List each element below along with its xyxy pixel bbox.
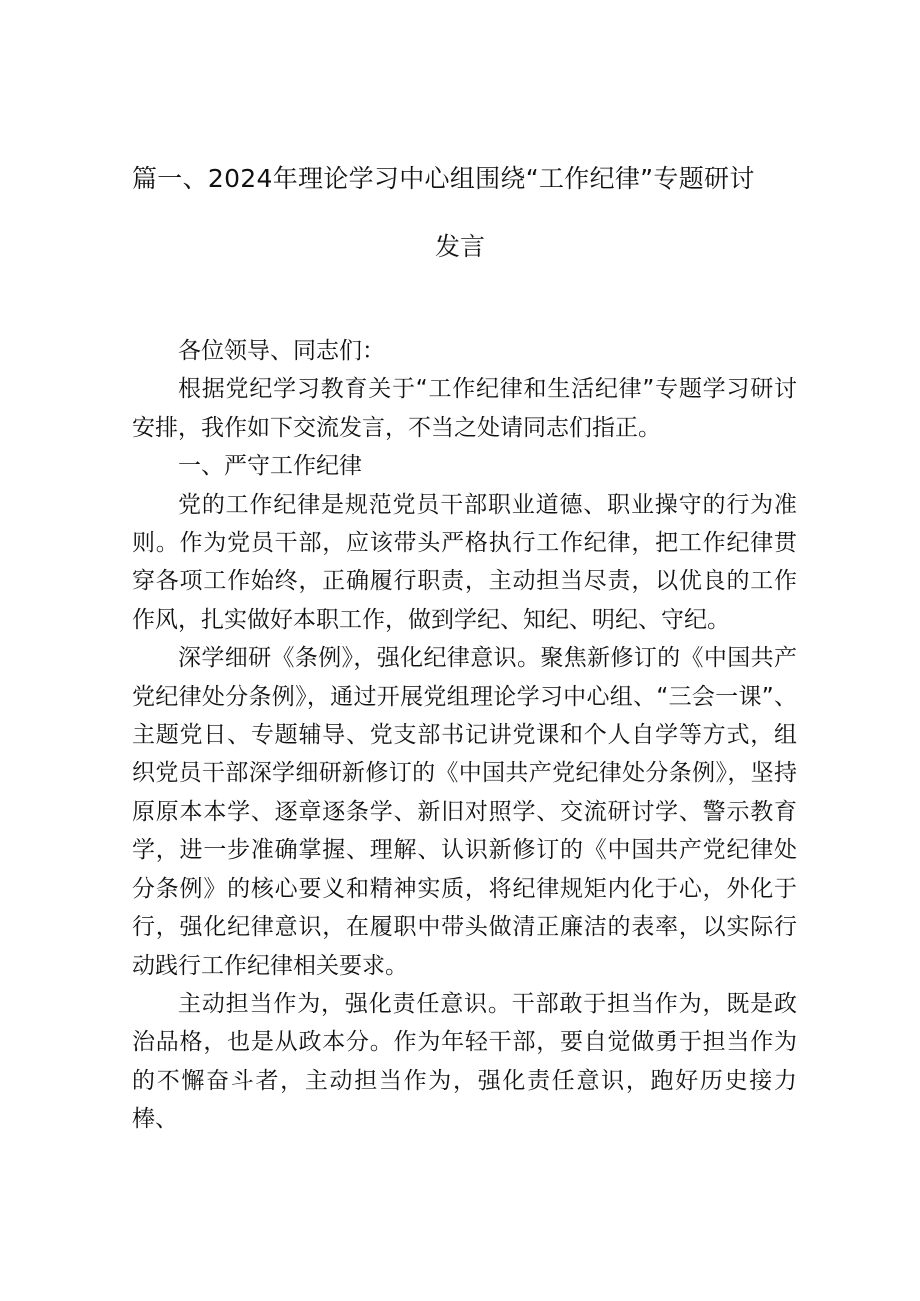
document-body (132, 332, 797, 1139)
document-title-line-2: 发言 (434, 232, 485, 261)
body-paragraph: 党的工作纪律是规范党员干部职业道德、职业操守的行为准则。作为党员干部，应该带头严格执行工作纪律，把工作纪律贯穿各项工作始终，正确履行职责，主动担当尽责，以优良的工作作风，扎实做好本职工作，做到学纪、知纪、明纪、守纪。 (132, 491, 797, 633)
body-paragraph: 主动担当作为，强化责任意识。干部敢于担当作为，既是政治品格，也是从政本分。作为年轻干部，要自觉做勇于担当作为的不懈奋斗者，主动担当作为，强化责任意识，跑好历史接力棒、 (132, 990, 797, 1133)
document-title-line-1: 篇一、2024年理论学习中心组围绕“工作纪律”专题研讨 (132, 164, 755, 193)
salutation-paragraph: 各位领导、同志们： (178, 338, 385, 364)
intro-paragraph: 根据党纪学习教育关于“工作纪律和生活纪律”专题学习研讨安排，我作如下交流发言，不当之处请同志们指正。 (132, 376, 797, 441)
body-paragraph: 深学细研《条例》，强化纪律意识。聚焦新修订的《中国共产党纪律处分条例》，通过开展党组理论学习中心组、“三会一课”、主题党日、专题辅导、党支部书记讲党课和个人自学等方式，组织党员干部深学细研新修订的《中国共产党纪律处分条例》，坚持原原本本学、逐章逐条学、新旧对照学、交流研讨学、警示教育学，进一步准确掌握、理解、认识新修订的《中国共产党纪律处分条例》的核心要义和精神实质，将纪律规矩内化于心，外化于行，强化纪律意识，在履职中带头做清正廉洁的表率，以实际行动践行工作纪律相关要求。 (132, 645, 797, 979)
section-heading: 一、严守工作纪律 (178, 453, 362, 480)
